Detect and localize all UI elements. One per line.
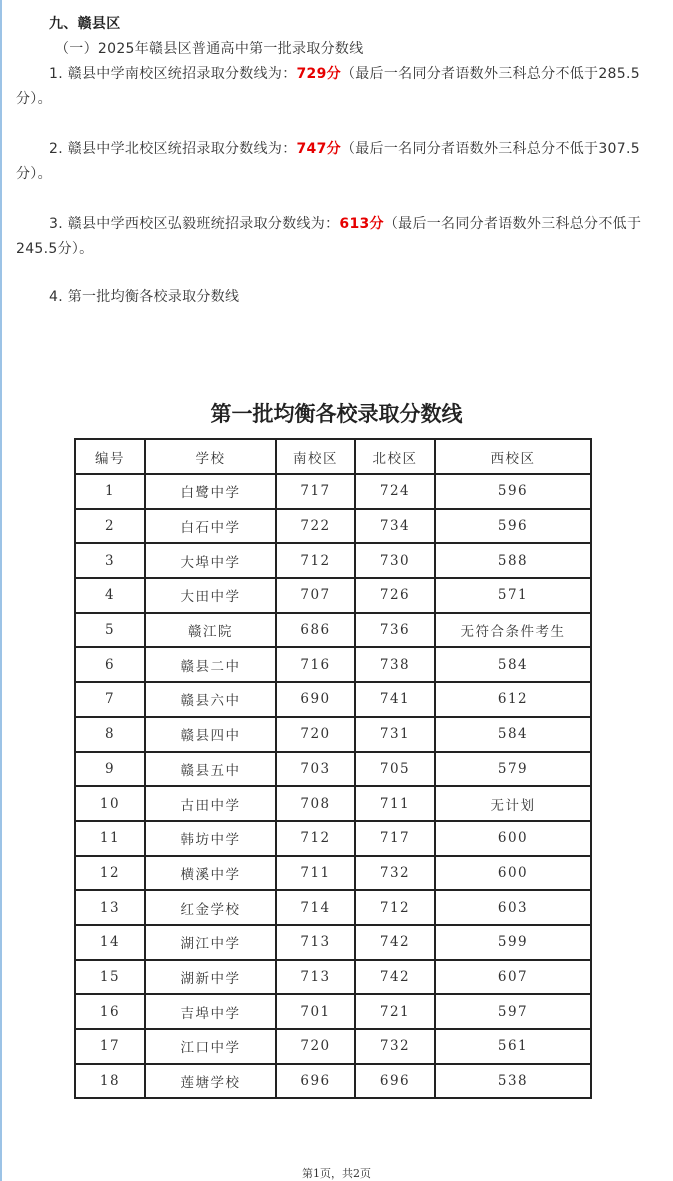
table-cell: 588 bbox=[435, 543, 591, 578]
table-cell: 湖新中学 bbox=[145, 960, 276, 995]
table-cell: 742 bbox=[355, 960, 435, 995]
paragraph-prefix: 1. 赣县中学南校区统招录取分数线为： bbox=[49, 66, 297, 82]
table-cell: 大埠中学 bbox=[145, 543, 276, 578]
table-cell: 14 bbox=[75, 925, 145, 960]
table-cell: 720 bbox=[276, 1029, 355, 1064]
table-title: 第一批均衡各校录取分数线 bbox=[210, 401, 463, 426]
table-row bbox=[75, 682, 591, 717]
table-cell: 708 bbox=[276, 786, 355, 821]
paragraph-3 bbox=[16, 212, 664, 262]
table-cell: 11 bbox=[75, 821, 145, 856]
table-cell: 538 bbox=[435, 1064, 591, 1099]
table-cell: 红金学校 bbox=[145, 890, 276, 925]
table-row bbox=[75, 474, 591, 509]
table-cell: 白石中学 bbox=[145, 509, 276, 544]
score-highlight: 613分 bbox=[339, 216, 384, 232]
table-cell: 18 bbox=[75, 1064, 145, 1099]
table-cell: 716 bbox=[276, 647, 355, 682]
table-cell: 703 bbox=[276, 752, 355, 787]
table-cell: 712 bbox=[276, 821, 355, 856]
table-cell: 赣江院 bbox=[145, 613, 276, 648]
table-cell: 599 bbox=[435, 925, 591, 960]
table-header-row bbox=[75, 439, 591, 474]
table-cell: 2 bbox=[75, 509, 145, 544]
table-row bbox=[75, 1029, 591, 1064]
table-cell: 730 bbox=[355, 543, 435, 578]
left-border bbox=[0, 0, 2, 1181]
table-cell: 712 bbox=[355, 890, 435, 925]
paragraph-2 bbox=[16, 137, 664, 187]
table-cell: 713 bbox=[276, 925, 355, 960]
table-row bbox=[75, 509, 591, 544]
table-row bbox=[75, 717, 591, 752]
table-row bbox=[75, 960, 591, 995]
table-cell: 597 bbox=[435, 994, 591, 1029]
table-cell: 吉埠中学 bbox=[145, 994, 276, 1029]
table-cell: 696 bbox=[355, 1064, 435, 1099]
table-cell: 612 bbox=[435, 682, 591, 717]
table-cell: 711 bbox=[355, 786, 435, 821]
paragraph-suffix: （最后一名同分者语数外三科总分不低于307.5分）。 bbox=[16, 141, 640, 182]
table-row bbox=[75, 1064, 591, 1099]
table-cell: 江口中学 bbox=[145, 1029, 276, 1064]
table-cell: 571 bbox=[435, 578, 591, 613]
table-row bbox=[75, 821, 591, 856]
table-cell: 1 bbox=[75, 474, 145, 509]
table-row bbox=[75, 578, 591, 613]
table-cell: 579 bbox=[435, 752, 591, 787]
table-cell: 696 bbox=[276, 1064, 355, 1099]
page-footer: 第1页，共2页 bbox=[302, 1167, 371, 1180]
table-cell: 603 bbox=[435, 890, 591, 925]
table-cell: 13 bbox=[75, 890, 145, 925]
table-row bbox=[75, 543, 591, 578]
table-row bbox=[75, 994, 591, 1029]
table-cell: 732 bbox=[355, 856, 435, 891]
table-cell: 4 bbox=[75, 578, 145, 613]
table-cell: 10 bbox=[75, 786, 145, 821]
table-cell: 584 bbox=[435, 717, 591, 752]
table-cell: 白鹭中学 bbox=[145, 474, 276, 509]
table-cell: 8 bbox=[75, 717, 145, 752]
table-cell: 赣县四中 bbox=[145, 717, 276, 752]
table-cell: 7 bbox=[75, 682, 145, 717]
table-cell: 莲塘学校 bbox=[145, 1064, 276, 1099]
table-row bbox=[75, 752, 591, 787]
table-cell: 721 bbox=[355, 994, 435, 1029]
table-cell: 705 bbox=[355, 752, 435, 787]
table-cell: 701 bbox=[276, 994, 355, 1029]
table-cell: 741 bbox=[355, 682, 435, 717]
column-header: 南校区 bbox=[276, 439, 355, 474]
table-cell: 690 bbox=[276, 682, 355, 717]
table-row bbox=[75, 925, 591, 960]
table-cell: 717 bbox=[276, 474, 355, 509]
table-cell: 720 bbox=[276, 717, 355, 752]
table-cell: 16 bbox=[75, 994, 145, 1029]
table-cell: 736 bbox=[355, 613, 435, 648]
table-cell: 731 bbox=[355, 717, 435, 752]
table-cell: 横溪中学 bbox=[145, 856, 276, 891]
table-cell: 9 bbox=[75, 752, 145, 787]
table-cell: 15 bbox=[75, 960, 145, 995]
table-cell: 711 bbox=[276, 856, 355, 891]
table-cell: 赣县五中 bbox=[145, 752, 276, 787]
table-cell: 韩坊中学 bbox=[145, 821, 276, 856]
table-cell: 赣县六中 bbox=[145, 682, 276, 717]
table-cell: 712 bbox=[276, 543, 355, 578]
paragraph-prefix: 2. 赣县中学北校区统招录取分数线为： bbox=[49, 141, 297, 157]
item-4: 4. 第一批均衡各校录取分数线 bbox=[49, 289, 240, 305]
table-cell: 742 bbox=[355, 925, 435, 960]
paragraph-suffix: （最后一名同分者语数外三科总分不低于245.5分）。 bbox=[16, 216, 642, 257]
table-cell: 600 bbox=[435, 856, 591, 891]
table-row bbox=[75, 890, 591, 925]
column-header: 学校 bbox=[145, 439, 276, 474]
table-cell: 湖江中学 bbox=[145, 925, 276, 960]
table-cell: 600 bbox=[435, 821, 591, 856]
table-cell: 686 bbox=[276, 613, 355, 648]
column-header: 北校区 bbox=[355, 439, 435, 474]
table-cell: 714 bbox=[276, 890, 355, 925]
column-header: 西校区 bbox=[435, 439, 591, 474]
table-cell: 584 bbox=[435, 647, 591, 682]
table-cell: 596 bbox=[435, 474, 591, 509]
table-cell: 738 bbox=[355, 647, 435, 682]
paragraph-1 bbox=[16, 62, 664, 112]
table-cell: 713 bbox=[276, 960, 355, 995]
table-cell: 大田中学 bbox=[145, 578, 276, 613]
table-row bbox=[75, 786, 591, 821]
section-heading: 九、赣县区 bbox=[49, 16, 121, 32]
table-cell: 717 bbox=[355, 821, 435, 856]
table-row bbox=[75, 856, 591, 891]
table-cell: 无计划 bbox=[435, 786, 591, 821]
table-cell: 赣县二中 bbox=[145, 647, 276, 682]
table-cell: 607 bbox=[435, 960, 591, 995]
table-cell: 无符合条件考生 bbox=[435, 613, 591, 648]
score-highlight: 729分 bbox=[296, 66, 341, 82]
score-table bbox=[74, 438, 592, 1099]
table-cell: 5 bbox=[75, 613, 145, 648]
table-row bbox=[75, 613, 591, 648]
table-cell: 726 bbox=[355, 578, 435, 613]
table-cell: 722 bbox=[276, 509, 355, 544]
table-cell: 12 bbox=[75, 856, 145, 891]
table-cell: 707 bbox=[276, 578, 355, 613]
table-cell: 734 bbox=[355, 509, 435, 544]
table-cell: 3 bbox=[75, 543, 145, 578]
table-cell: 6 bbox=[75, 647, 145, 682]
table-row bbox=[75, 647, 591, 682]
table-cell: 古田中学 bbox=[145, 786, 276, 821]
score-highlight: 747分 bbox=[296, 141, 341, 157]
paragraph-prefix: 3. 赣县中学西校区弘毅班统招录取分数线为： bbox=[49, 216, 340, 232]
table-cell: 724 bbox=[355, 474, 435, 509]
column-header: 编号 bbox=[75, 439, 145, 474]
table-cell: 561 bbox=[435, 1029, 591, 1064]
table-cell: 17 bbox=[75, 1029, 145, 1064]
table-cell: 732 bbox=[355, 1029, 435, 1064]
table-cell: 596 bbox=[435, 509, 591, 544]
paragraph-suffix: （最后一名同分者语数外三科总分不低于285.5分）。 bbox=[16, 66, 640, 107]
subheading: （一）2025年赣县区普通高中第一批录取分数线 bbox=[55, 41, 364, 57]
